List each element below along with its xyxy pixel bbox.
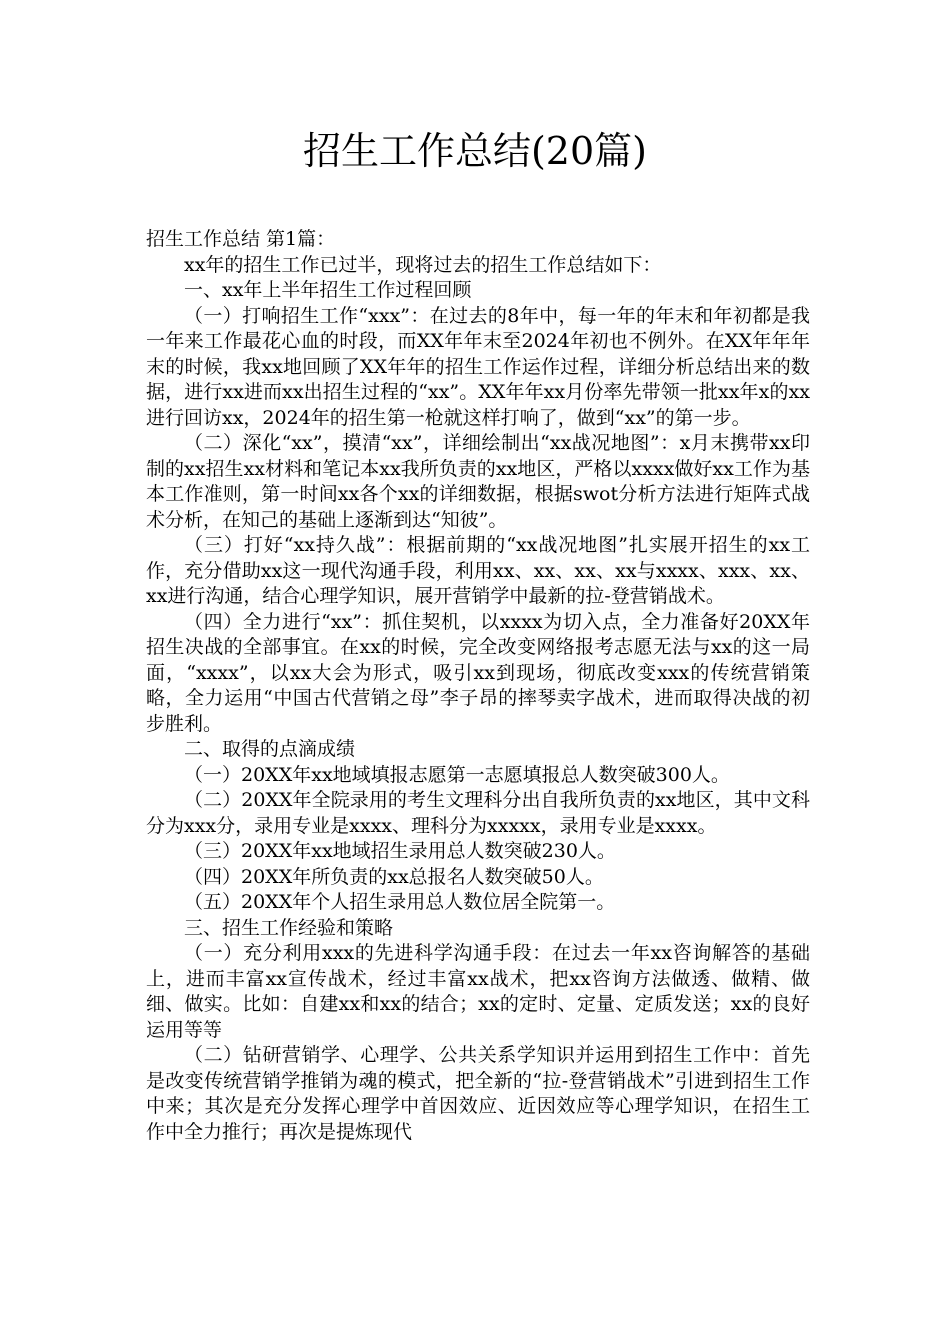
paragraph-achievement-5: （五）20XX年个人招生录用总人数位居全院第一。 [184,891,616,913]
section-heading: 招生工作总结 第1篇： [146,228,336,250]
document-body [146,227,810,1145]
paragraph-achievement-1: （一）20XX年xx地域填报志愿第一志愿填报总人数突破300人。 [184,763,730,786]
paragraph-achievement-3: （三）20XX年xx地域招生录用总人数突破230人。 [184,840,616,862]
paragraph-review-4: （四）全力进行“xx”：抓住契机，以xxxx为切入点，全力准备好20XX年招生决战的全部事宜。在xx的时候，完全改变网络报考志愿无法与xx的这一局面，“xxxx”，以xx大会为形式，吸引xx到现场，彻底改变xxx的传统营销策略，全力运用“中国古代营销之母”李子昂的摔琴卖字战术，进而取得决战的初步胜利。 [146,610,810,735]
paragraph-review-1: （一）打响招生工作“xxx”：在过去的8年中，每一年的年末和年初都是我一年来工作最花心血的时段，而XX年年末至2024年初也不例外。在XX年年年末的时候，我xx地回顾了XX年年的招生工作运作过程，详细分析总结出来的数据，进行xx进而xx出招生过程的“xx”。XX年年xx月份率先带领一批xx年x的xx进行回访xx，2024年的招生第一枪就这样打响了，做到“xx”的第一步。 [146,304,810,429]
document-title: 招生工作总结(20篇) [302,129,647,173]
paragraph-intro: xx年的招生工作已过半，现将过去的招生工作总结如下： [184,253,662,276]
paragraph-experience-1: （一）充分利用xxx的先进科学沟通手段：在过去一年xx咨询解答的基础上，进而丰富xx宣传战术，经过丰富xx战术，把xx咨询方法做透、做精、做细、做实。比如：自建xx和xx的结合；xx的定时、定量、定质发送；xx的良好运用等等 [146,942,810,1041]
heading-experience: 三、招生工作经验和策略 [184,916,394,939]
paragraph-review-3: （三）打好“xx持久战”：根据前期的“xx战况地图”扎实展开招生的xx工作，充分借助xx这一现代沟通手段，利用xx、xx、xx、xx与xxxx、xxx、xx、xx进行沟通，结合心理学知识，展开营销学中最新的拉-登营销战术。 [146,534,810,607]
paragraph-experience-2: （二）钻研营销学、心理学、公共关系学知识并运用到招生工作中：首先是改变传统营销学推销为魂的模式，把全新的“拉-登营销战术”引进到招生工作中来；其次是充分发挥心理学中首因效应、近因效应等心理学知识，在招生工作中全力推行；再次是提炼现代 [146,1044,810,1143]
paragraph-achievement-2: （二）20XX年全院录用的考生文理科分出自我所负责的xx地区，其中文科分为xxx分，录用专业是xxxx、理科分为xxxxx，录用专业是xxxx。 [146,789,810,837]
paragraph-achievement-4: （四）20XX年所负责的xx总报名人数突破50人。 [184,865,604,888]
heading-achievements: 二、取得的点滴成绩 [184,738,356,760]
paragraph-review-2: （二）深化“xx”，摸清“xx”，详细绘制出“xx战况地图”：x月末携带xx印制的xx招生xx材料和笔记本xx我所负责的xx地区，严格以xxxx做好xx工作为基本工作准则，第一时间xx各个xx的详细数据，根据swot分析方法进行矩阵式战术分析，在知己的基础上逐渐到达“知彼”。 [146,432,810,531]
heading-review: 一、xx年上半年招生工作过程回顾 [184,279,472,301]
